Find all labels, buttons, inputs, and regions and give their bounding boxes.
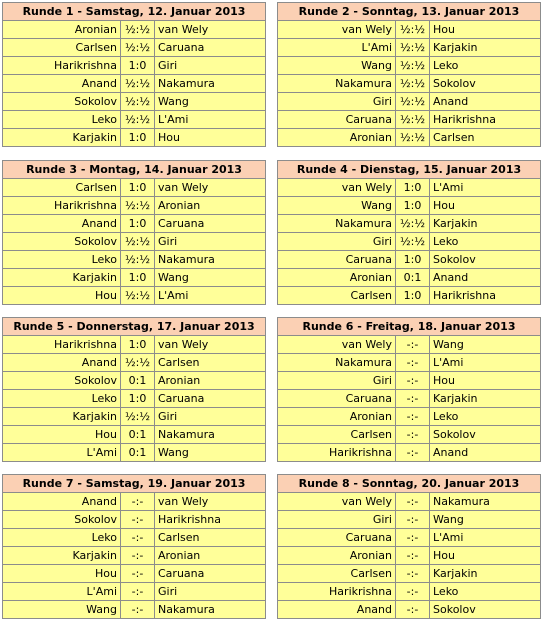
game-row xyxy=(3,547,266,565)
game-result: -:- xyxy=(396,529,430,547)
game-row xyxy=(3,197,266,215)
black-player: Wang xyxy=(155,269,266,287)
game-result: ½:½ xyxy=(121,197,155,215)
round-table xyxy=(2,474,266,619)
black-player: van Wely xyxy=(155,21,266,39)
game-result: ½:½ xyxy=(396,233,430,251)
black-player: Karjakin xyxy=(430,565,541,583)
white-player: Karjakin xyxy=(3,129,121,147)
game-result: -:- xyxy=(396,493,430,511)
black-player: L'Ami xyxy=(430,529,541,547)
game-row xyxy=(278,75,541,93)
round-table xyxy=(2,2,266,147)
white-player: Wang xyxy=(278,57,396,75)
game-row xyxy=(278,372,541,390)
white-player: Harikrishna xyxy=(3,336,121,354)
white-player: Leko xyxy=(3,390,121,408)
game-row xyxy=(3,179,266,197)
game-row xyxy=(278,111,541,129)
game-row xyxy=(3,269,266,287)
game-result: -:- xyxy=(121,547,155,565)
game-result: -:- xyxy=(396,565,430,583)
black-player: Giri xyxy=(155,583,266,601)
round-title: Runde 2 - Sonntag, 13. Januar 2013 xyxy=(278,3,541,21)
white-player: Harikrishna xyxy=(278,444,396,462)
game-row xyxy=(278,547,541,565)
black-player: Aronian xyxy=(155,197,266,215)
game-row xyxy=(278,493,541,511)
white-player: Karjakin xyxy=(3,547,121,565)
game-row xyxy=(278,129,541,147)
game-result: -:- xyxy=(396,511,430,529)
game-row xyxy=(3,426,266,444)
white-player: Aronian xyxy=(278,129,396,147)
black-player: Nakamura xyxy=(155,75,266,93)
game-result: ½:½ xyxy=(396,57,430,75)
game-result: -:- xyxy=(121,583,155,601)
game-result: -:- xyxy=(396,408,430,426)
black-player: Giri xyxy=(155,57,266,75)
game-row xyxy=(278,583,541,601)
game-row xyxy=(3,583,266,601)
game-result: 1:0 xyxy=(121,179,155,197)
white-player: Caruana xyxy=(278,251,396,269)
white-player: Leko xyxy=(3,111,121,129)
game-result: -:- xyxy=(121,565,155,583)
white-player: Anand xyxy=(278,601,396,619)
black-player: Wang xyxy=(155,444,266,462)
black-player: Leko xyxy=(430,408,541,426)
black-player: Sokolov xyxy=(430,75,541,93)
black-player: Hou xyxy=(430,197,541,215)
game-result: ½:½ xyxy=(121,21,155,39)
white-player: Aronian xyxy=(3,21,121,39)
black-player: Giri xyxy=(155,233,266,251)
black-player: L'Ami xyxy=(155,111,266,129)
black-player: Harikrishna xyxy=(430,111,541,129)
game-result: ½:½ xyxy=(121,354,155,372)
game-result: ½:½ xyxy=(396,39,430,57)
white-player: Carlsen xyxy=(278,426,396,444)
game-result: ½:½ xyxy=(121,408,155,426)
game-row xyxy=(278,21,541,39)
game-result: ½:½ xyxy=(396,111,430,129)
game-result: -:- xyxy=(121,601,155,619)
white-player: van Wely xyxy=(278,21,396,39)
game-row xyxy=(3,111,266,129)
white-player: Carlsen xyxy=(278,287,396,305)
game-row xyxy=(278,565,541,583)
white-player: Sokolov xyxy=(3,93,121,111)
white-player: van Wely xyxy=(278,336,396,354)
black-player: Giri xyxy=(155,408,266,426)
game-result: -:- xyxy=(121,493,155,511)
game-row xyxy=(3,601,266,619)
game-row xyxy=(3,493,266,511)
game-row xyxy=(3,444,266,462)
black-player: Anand xyxy=(430,444,541,462)
game-row xyxy=(3,93,266,111)
game-row xyxy=(278,179,541,197)
black-player: L'Ami xyxy=(430,354,541,372)
game-row xyxy=(3,287,266,305)
game-row xyxy=(278,215,541,233)
black-player: Karjakin xyxy=(430,390,541,408)
game-result: -:- xyxy=(396,354,430,372)
game-row xyxy=(278,444,541,462)
game-result: ½:½ xyxy=(121,75,155,93)
black-player: Harikrishna xyxy=(155,511,266,529)
black-player: Sokolov xyxy=(430,251,541,269)
black-player: Carlsen xyxy=(430,129,541,147)
black-player: Sokolov xyxy=(430,426,541,444)
black-player: Nakamura xyxy=(430,493,541,511)
black-player: Caruana xyxy=(155,39,266,57)
game-result: -:- xyxy=(396,547,430,565)
black-player: Nakamura xyxy=(155,601,266,619)
black-player: Nakamura xyxy=(155,251,266,269)
round-title: Runde 7 - Samstag, 19. Januar 2013 xyxy=(3,475,266,493)
black-player: Leko xyxy=(430,583,541,601)
white-player: Harikrishna xyxy=(3,197,121,215)
black-player: Carlsen xyxy=(155,529,266,547)
game-row xyxy=(3,251,266,269)
game-row xyxy=(278,233,541,251)
white-player: Anand xyxy=(3,354,121,372)
game-result: 1:0 xyxy=(396,179,430,197)
game-result: -:- xyxy=(121,529,155,547)
white-player: Karjakin xyxy=(3,408,121,426)
white-player: Anand xyxy=(3,75,121,93)
game-row xyxy=(278,336,541,354)
game-result: -:- xyxy=(396,601,430,619)
game-result: ½:½ xyxy=(396,75,430,93)
black-player: Hou xyxy=(430,372,541,390)
game-result: ½:½ xyxy=(396,129,430,147)
game-result: -:- xyxy=(396,390,430,408)
white-player: Anand xyxy=(3,215,121,233)
game-result: 1:0 xyxy=(396,287,430,305)
white-player: Aronian xyxy=(278,269,396,287)
black-player: Carlsen xyxy=(155,354,266,372)
white-player: Carlsen xyxy=(278,565,396,583)
white-player: Leko xyxy=(3,251,121,269)
game-result: 0:1 xyxy=(396,269,430,287)
game-row xyxy=(3,215,266,233)
white-player: L'Ami xyxy=(278,39,396,57)
game-row xyxy=(3,565,266,583)
game-result: -:- xyxy=(396,444,430,462)
black-player: Anand xyxy=(430,269,541,287)
black-player: Wang xyxy=(430,511,541,529)
black-player: Caruana xyxy=(155,565,266,583)
round-title: Runde 4 - Dienstag, 15. Januar 2013 xyxy=(278,161,541,179)
game-result: 0:1 xyxy=(121,426,155,444)
game-result: 1:0 xyxy=(121,390,155,408)
game-result: -:- xyxy=(396,336,430,354)
white-player: van Wely xyxy=(278,179,396,197)
game-result: ½:½ xyxy=(121,111,155,129)
game-row xyxy=(3,233,266,251)
black-player: Sokolov xyxy=(430,601,541,619)
white-player: Caruana xyxy=(278,111,396,129)
game-row xyxy=(278,529,541,547)
white-player: Wang xyxy=(278,197,396,215)
game-row xyxy=(278,390,541,408)
black-player: Aronian xyxy=(155,547,266,565)
game-row xyxy=(3,21,266,39)
white-player: Karjakin xyxy=(3,269,121,287)
white-player: Sokolov xyxy=(3,511,121,529)
white-player: Hou xyxy=(3,426,121,444)
game-result: 1:0 xyxy=(396,251,430,269)
game-row xyxy=(278,426,541,444)
game-result: 1:0 xyxy=(121,269,155,287)
black-player: van Wely xyxy=(155,493,266,511)
game-row xyxy=(278,287,541,305)
game-result: 1:0 xyxy=(121,215,155,233)
black-player: Karjakin xyxy=(430,215,541,233)
round-title: Runde 1 - Samstag, 12. Januar 2013 xyxy=(3,3,266,21)
game-result: ½:½ xyxy=(121,251,155,269)
game-row xyxy=(3,75,266,93)
black-player: Hou xyxy=(155,129,266,147)
game-result: -:- xyxy=(396,583,430,601)
game-result: -:- xyxy=(396,426,430,444)
white-player: Harikrishna xyxy=(3,57,121,75)
round-title: Runde 6 - Freitag, 18. Januar 2013 xyxy=(278,318,541,336)
game-row xyxy=(278,408,541,426)
game-row xyxy=(278,269,541,287)
black-player: van Wely xyxy=(155,336,266,354)
game-result: -:- xyxy=(396,372,430,390)
game-result: ½:½ xyxy=(121,233,155,251)
white-player: L'Ami xyxy=(3,583,121,601)
game-row xyxy=(3,39,266,57)
round-title: Runde 5 - Donnerstag, 17. Januar 2013 xyxy=(3,318,266,336)
round-table xyxy=(2,317,266,462)
game-result: 1:0 xyxy=(396,197,430,215)
round-title: Runde 8 - Sonntag, 20. Januar 2013 xyxy=(278,475,541,493)
game-row xyxy=(3,372,266,390)
white-player: L'Ami xyxy=(3,444,121,462)
white-player: Sokolov xyxy=(3,372,121,390)
black-player: Nakamura xyxy=(155,426,266,444)
white-player: Aronian xyxy=(278,547,396,565)
game-row xyxy=(3,336,266,354)
game-result: -:- xyxy=(121,511,155,529)
white-player: Nakamura xyxy=(278,215,396,233)
white-player: Harikrishna xyxy=(278,583,396,601)
game-result: ½:½ xyxy=(121,93,155,111)
game-row xyxy=(3,529,266,547)
white-player: Carlsen xyxy=(3,179,121,197)
black-player: Harikrishna xyxy=(430,287,541,305)
black-player: Anand xyxy=(430,93,541,111)
white-player: Anand xyxy=(3,493,121,511)
white-player: Hou xyxy=(3,287,121,305)
round-title: Runde 3 - Montag, 14. Januar 2013 xyxy=(3,161,266,179)
white-player: Giri xyxy=(278,372,396,390)
game-row xyxy=(278,511,541,529)
game-row xyxy=(3,129,266,147)
black-player: Hou xyxy=(430,547,541,565)
black-player: L'Ami xyxy=(430,179,541,197)
round-table xyxy=(277,160,541,305)
game-row xyxy=(278,354,541,372)
black-player: Wang xyxy=(430,336,541,354)
round-table xyxy=(277,317,541,462)
black-player: Wang xyxy=(155,93,266,111)
game-result: 0:1 xyxy=(121,444,155,462)
game-row xyxy=(278,197,541,215)
game-result: ½:½ xyxy=(396,21,430,39)
white-player: Aronian xyxy=(278,408,396,426)
game-result: 1:0 xyxy=(121,129,155,147)
white-player: Wang xyxy=(3,601,121,619)
game-result: ½:½ xyxy=(396,215,430,233)
white-player: Caruana xyxy=(278,390,396,408)
round-table xyxy=(277,474,541,619)
game-row xyxy=(3,511,266,529)
game-row xyxy=(278,251,541,269)
game-result: ½:½ xyxy=(396,93,430,111)
black-player: Caruana xyxy=(155,215,266,233)
white-player: van Wely xyxy=(278,493,396,511)
game-row xyxy=(3,57,266,75)
game-row xyxy=(278,57,541,75)
black-player: Caruana xyxy=(155,390,266,408)
game-row xyxy=(3,354,266,372)
game-row xyxy=(278,93,541,111)
white-player: Nakamura xyxy=(278,75,396,93)
game-row xyxy=(3,390,266,408)
white-player: Nakamura xyxy=(278,354,396,372)
black-player: Leko xyxy=(430,233,541,251)
black-player: Karjakin xyxy=(430,39,541,57)
white-player: Caruana xyxy=(278,529,396,547)
white-player: Giri xyxy=(278,511,396,529)
white-player: Giri xyxy=(278,93,396,111)
black-player: L'Ami xyxy=(155,287,266,305)
white-player: Sokolov xyxy=(3,233,121,251)
black-player: Aronian xyxy=(155,372,266,390)
game-result: ½:½ xyxy=(121,287,155,305)
round-table xyxy=(2,160,266,305)
game-result: 0:1 xyxy=(121,372,155,390)
game-row xyxy=(3,408,266,426)
white-player: Carlsen xyxy=(3,39,121,57)
black-player: van Wely xyxy=(155,179,266,197)
round-table xyxy=(277,2,541,147)
game-result: 1:0 xyxy=(121,57,155,75)
white-player: Leko xyxy=(3,529,121,547)
white-player: Hou xyxy=(3,565,121,583)
game-row xyxy=(278,39,541,57)
black-player: Leko xyxy=(430,57,541,75)
game-result: ½:½ xyxy=(121,39,155,57)
white-player: Giri xyxy=(278,233,396,251)
game-result: 1:0 xyxy=(121,336,155,354)
black-player: Hou xyxy=(430,21,541,39)
game-row xyxy=(278,601,541,619)
